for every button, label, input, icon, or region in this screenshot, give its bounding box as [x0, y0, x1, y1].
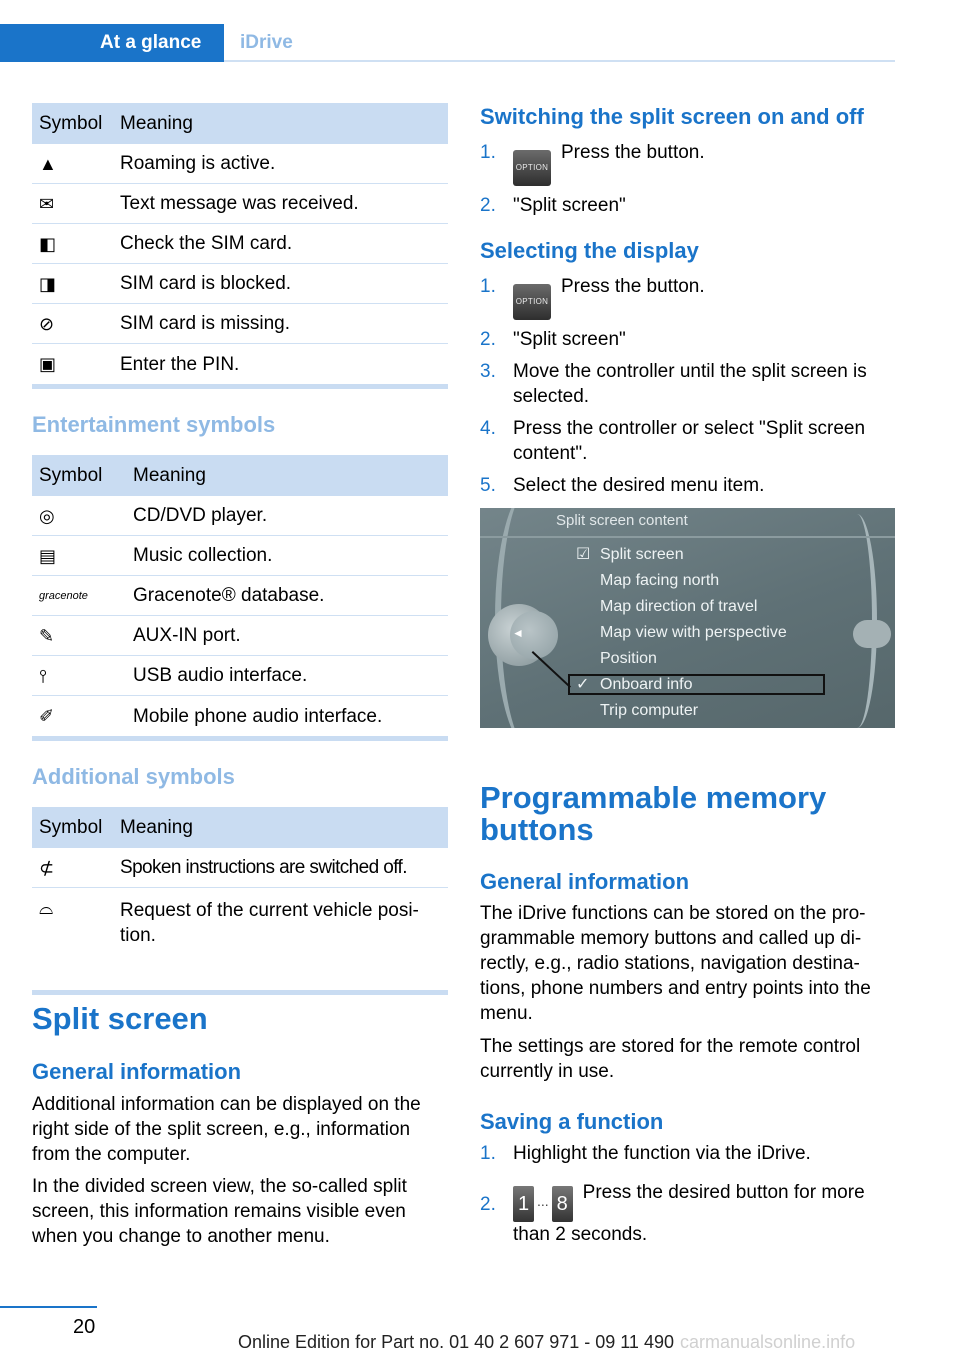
split-para-1: Additional information can be displayed on the right side of the split screen, e.g., information from the computer.: [32, 1094, 421, 1165]
step-text: Highlight the function via the iDrive.: [513, 1143, 811, 1164]
col-symbol-header: Symbol: [39, 464, 103, 486]
col-symbol-header: Symbol: [39, 816, 103, 838]
music-collection-icon: ▤: [39, 545, 57, 566]
row-meaning: Gracenote® database.: [133, 585, 325, 606]
step-number: 1.: [480, 276, 496, 297]
split-screen-heading: Split screen: [32, 1001, 208, 1036]
table-row: [32, 184, 448, 224]
step-text: Move the controller until the split screen is selected.: [513, 361, 867, 407]
menu-item-onboard-info[interactable]: ✓ Onboard info: [576, 672, 787, 698]
check-icon: ✓: [576, 676, 590, 693]
menu-item-map-perspective[interactable]: Map view with perspective: [600, 624, 787, 641]
row-meaning: USB audio interface.: [133, 665, 308, 686]
saving-function-heading: Saving a function: [480, 1109, 664, 1134]
page-number: 20: [73, 1316, 96, 1338]
menu-item-map-north[interactable]: Map facing north: [600, 572, 720, 589]
step-text: Press the button.: [561, 142, 705, 163]
row-meaning: AUX-IN port.: [133, 625, 241, 646]
triangle-icon: ▲: [39, 153, 57, 174]
vehicle-position-icon: ⌓: [39, 898, 54, 918]
row-meaning: Mobile phone audio interface.: [133, 705, 383, 727]
checkbox-icon: ☑: [576, 546, 591, 563]
split-screen-content-screenshot: [480, 508, 895, 728]
row-meaning: SIM card is missing.: [120, 313, 290, 334]
menu-item-trip-computer[interactable]: Trip computer: [600, 702, 699, 719]
row-meaning: Check the SIM card.: [120, 233, 293, 254]
step-number: 2.: [480, 195, 496, 216]
entertainment-symbols-heading: Entertainment symbols: [32, 412, 276, 437]
edition-footer: Online Edition for Part no. 01 40 2 607 971 - 09 11 490: [238, 1332, 674, 1352]
left-arrow-icon: ◄: [512, 626, 524, 640]
screen-divider: [480, 536, 895, 538]
envelope-icon: ✉: [39, 193, 55, 214]
site-watermark: carmanualsonline.info: [680, 1332, 856, 1352]
col-meaning-header: Meaning: [120, 817, 193, 838]
step-number: 2.: [480, 1194, 496, 1215]
phone-audio-icon: ✐: [39, 706, 55, 726]
sim-check-icon: ◧: [39, 233, 57, 254]
screen-menu: [576, 542, 787, 724]
table-row: [32, 656, 448, 696]
step-number: 3.: [480, 361, 496, 382]
table-row: [32, 304, 448, 344]
row-meaning: Spoken instructions are switched off.: [120, 857, 407, 878]
split-general-info-heading: General information: [32, 1059, 242, 1084]
list-item: [480, 140, 896, 186]
list-item: [480, 359, 896, 409]
list-item: [480, 416, 896, 466]
disc-icon: ◎: [39, 505, 55, 526]
step-number: 1.: [480, 1143, 496, 1164]
row-meaning: Text message was received.: [120, 193, 359, 214]
option-button-icon: OPTION: [513, 284, 551, 320]
speech-off-icon: ⊄: [39, 857, 55, 878]
table-row: [32, 264, 448, 304]
aux-plug-icon: ✎: [39, 625, 55, 646]
memory-button-8-icon: 8: [552, 1186, 573, 1222]
col-meaning-header: Meaning: [133, 465, 206, 486]
ellipsis: ...: [537, 1193, 549, 1209]
table-row: [32, 696, 448, 736]
additional-symbols-table: [32, 807, 448, 995]
list-item: [480, 1141, 896, 1166]
table-end-rule: [32, 736, 448, 741]
step-number: 5.: [480, 475, 496, 496]
step-text: Press the desired button for more than 2 seconds.: [513, 1182, 865, 1245]
step-text: "Split screen": [513, 329, 626, 350]
table-end-rule: [32, 990, 448, 995]
memory-buttons-heading: Programmable memory buttons: [480, 780, 827, 847]
table-row: [32, 496, 448, 536]
memory-general-info-heading: General information: [480, 869, 690, 894]
phone-symbols-table: [32, 103, 448, 389]
footer-rule: [0, 1306, 97, 1308]
table-header: [32, 103, 448, 144]
row-meaning: Music collection.: [133, 545, 273, 566]
tab-idrive[interactable]: iDrive: [240, 32, 293, 53]
option-button-icon: OPTION: [513, 150, 551, 186]
list-item: [480, 327, 896, 352]
selecting-display-heading: Selecting the display: [480, 238, 699, 263]
tab-at-a-glance[interactable]: At a glance: [0, 24, 224, 62]
step-number: 2.: [480, 329, 496, 350]
list-item: [480, 1180, 896, 1247]
step-text: "Split screen": [513, 195, 626, 216]
row-meaning: Roaming is active.: [120, 153, 276, 174]
col-symbol-header: Symbol: [39, 112, 103, 134]
row-meaning: SIM card is blocked.: [120, 273, 292, 294]
saving-steps: [480, 1141, 896, 1254]
row-meaning: Enter the PIN.: [120, 353, 240, 375]
entertainment-symbols-table: [32, 455, 448, 741]
table-row: [32, 888, 448, 990]
menu-item-split-screen[interactable]: ☑ Split screen: [576, 542, 787, 568]
list-item: [480, 193, 896, 218]
menu-item-position[interactable]: Position: [600, 650, 657, 667]
screen-title: Split screen content: [556, 512, 688, 529]
step-text: Press the controller or select "Split screen content".: [513, 418, 866, 464]
table-row: [32, 344, 448, 384]
list-item: [480, 473, 896, 498]
row-meaning: CD/DVD player.: [133, 505, 268, 526]
additional-symbols-heading: Additional symbols: [32, 764, 235, 789]
row-meaning: Request of the current vehicle posi- tion.: [120, 900, 419, 946]
table-row: [32, 576, 448, 616]
switching-heading: Switching the split screen on and off: [480, 104, 864, 129]
gracenote-icon: gracenote: [39, 589, 88, 602]
memory-button-1-icon: 1: [513, 1186, 534, 1222]
chapter-header: [0, 24, 895, 62]
sim-missing-icon: ⊘: [39, 313, 55, 334]
selection-highlight: [568, 674, 825, 695]
table-row: [32, 224, 448, 264]
table-header: [32, 807, 448, 848]
split-screen-knob-icon: [853, 620, 891, 648]
split-para-2: In the divided screen view, the so-called split screen, this information remains visible even when you change to another menu.: [32, 1176, 407, 1247]
table-row: [32, 616, 448, 656]
table-end-rule: [32, 384, 448, 389]
step-text: Press the button.: [561, 276, 705, 297]
step-text: Select the desired menu item.: [513, 475, 765, 496]
step-number: 1.: [480, 142, 496, 163]
usb-icon: ⫯: [39, 665, 47, 686]
table-row: [32, 144, 448, 184]
step-number: 4.: [480, 418, 496, 439]
switching-steps: [480, 140, 896, 225]
sim-locked-icon: ◨: [39, 273, 57, 294]
memory-para-1: The iDrive functions can be stored on the pro-grammable memory buttons and called up di-rectly, e.g., radio stations, navigation destina-tions, phone numbers and entry points into the menu.: [480, 903, 871, 1024]
table-header: [32, 455, 448, 496]
memory-para-2: The settings are stored for the remote control currently in use.: [480, 1036, 861, 1082]
pin-entry-icon: ▣: [39, 354, 57, 374]
menu-item-map-direction[interactable]: Map direction of travel: [600, 598, 758, 615]
table-row: [32, 848, 448, 888]
selecting-steps: [480, 274, 896, 505]
col-meaning-header: Meaning: [120, 113, 193, 134]
table-row: [32, 536, 448, 576]
list-item: [480, 274, 896, 320]
